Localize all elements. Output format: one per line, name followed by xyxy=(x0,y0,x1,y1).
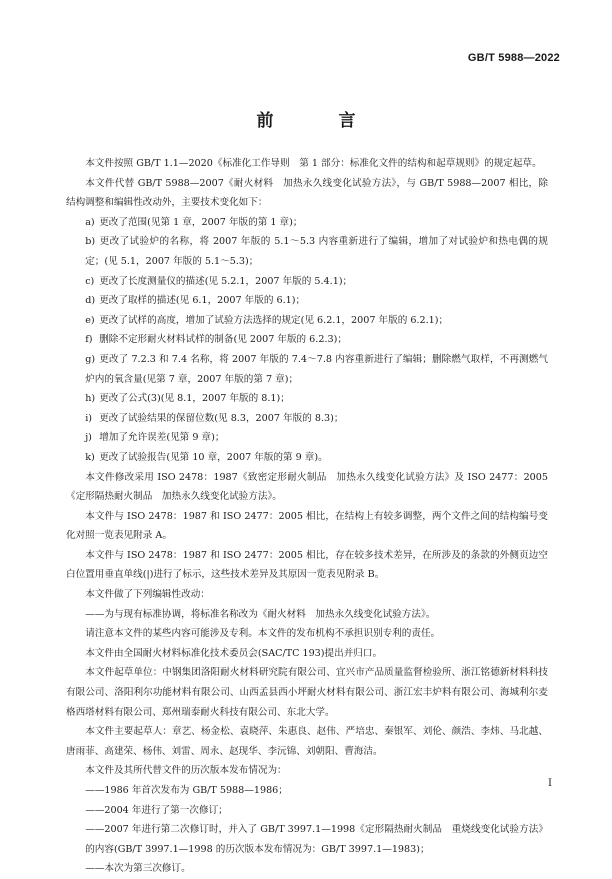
change-item xyxy=(66,350,548,389)
history-item: ——2004 年进行了第一次修订； xyxy=(85,804,228,816)
change-text: 删除不定形耐火材料试样的制备(见 2007 年版的 6.2.3)； xyxy=(99,334,347,346)
change-item xyxy=(66,448,548,468)
change-label: e) xyxy=(85,314,95,326)
change-text: 更改了范围(见第 1 章，2007 年版的第 1 章)； xyxy=(99,216,303,228)
change-label: i) xyxy=(85,412,92,424)
editorial-change: ——为与现有标准协调，将标准名称改为《耐火材料 加热永久线变化试验方法》。 xyxy=(85,608,436,620)
paragraph-drafting-rule: 本文件按照 GB/T 1.1—2020《标准化工作导则 第 1 部分：标准化文件的结构和起草规则》的规定起草。 xyxy=(85,158,542,169)
paragraph-drafting-units: 本文件起草单位：中钢集团洛阳耐火材料研究院有限公司、宜兴市产品质量监督检验所、浙江铭德新材料科技有限公司、洛阳利尔功能材料有限公司、山西孟县西小坪耐火材料有限公司、浙江宏丰炉料有限公司、海城利尔麦格西塔材料有限公司、郑州瑞泰耐火科技有限公司、东北大学。 xyxy=(66,667,548,718)
history-item: ——2007 年进行第二次修订时，并入了 GB/T 3997.1—1998《定形隔热耐火制品 重烧线变化试验方法》的内容(GB/T 3997.1—1998 的历次版本发布情况为：GB/T 3997.1—1983)； xyxy=(85,824,548,855)
page-title: 前 言 xyxy=(256,111,380,131)
paragraph-adoption: 本文件修改采用 ISO 2478：1987《致密定形耐火制品 加热永久线变化试验方法》及 ISO 2477：2005《定形隔热耐火制品 加热永久线变化试验方法》。 xyxy=(66,471,548,503)
change-text: 更改了试验报告(见第 10 章，2007 年版的第 9 章)。 xyxy=(99,451,328,463)
change-text: 更改了取样的描述(见 6.1，2007 年版的 6.1)； xyxy=(99,295,306,307)
change-label: f) xyxy=(85,334,93,346)
paragraph-history-intro: 本文件及其所代替文件的历次版本发布情况为： xyxy=(85,765,287,777)
paragraph-editorial-intro: 本文件做了下列编辑性改动： xyxy=(85,589,210,601)
change-item xyxy=(66,232,548,271)
history-item: ——1986 年首次发布为 GB/T 5988—1986； xyxy=(85,785,288,796)
change-text: 增加了允许误差(见第 9 章)； xyxy=(99,432,225,444)
change-item xyxy=(66,213,548,233)
change-label: b) xyxy=(85,236,96,248)
change-item xyxy=(66,330,548,350)
change-text: 更改了试样的高度，增加了试验方法选择的规定(见 6.2.1，2007 年版的 6.2.1)； xyxy=(99,314,449,326)
paragraph-patent-notice: 请注意本文件的某些内容可能涉及专利。本文件的发布机构不承担识别专利的责任。 xyxy=(85,628,441,640)
paragraph-replacement: 本文件代替 GB/T 5988—2007《耐火材料 加热永久线变化试验方法》，与 GB/T 5988—2007 相比，除结构调整和编辑性改动外，主要技术变化如下： xyxy=(66,177,548,209)
paragraph-proposer: 本文件由全国耐火材料标准化技术委员会(SAC/TC 193)提出并归口。 xyxy=(85,647,383,659)
changes-list xyxy=(66,213,548,468)
paragraph-structure-diff: 本文件与 ISO 2478：1987 和 ISO 2477：2005 相比，在结构上有较多调整，两个文件之间的结构编号变化对照一览表见附录 A。 xyxy=(66,510,548,542)
change-label: c) xyxy=(85,275,95,287)
change-item xyxy=(66,272,548,292)
change-item xyxy=(66,428,548,448)
paragraph-drafters: 本文件主要起草人：章艺、杨金松、袁晓萍、朱惠良、赵伟、严培忠、秦银军、刘伦、颜浩、李炜、马北越、唐雨菲、高建荣、杨伟、刘雷、周永、赵现华、李沅锦、刘朝阳、曹海洁。 xyxy=(66,726,548,757)
change-text: 更改了长度测量仪的描述(见 5.2.1，2007 年版的 5.4.1)； xyxy=(99,275,353,287)
history-item: ——本次为第三次修订。 xyxy=(85,863,191,875)
change-label: d) xyxy=(85,295,96,307)
change-label: a) xyxy=(85,216,95,228)
change-item xyxy=(66,409,548,429)
change-text: 更改了试验炉的名称，将 2007 年版的 5.1～5.3 内容重新进行了编辑，增加了对试验炉和热电偶的规定；(见 5.1，2007 年版的 5.1～5.3)； xyxy=(85,236,548,267)
page-number: I xyxy=(548,778,552,789)
change-label: k) xyxy=(85,451,95,463)
paragraph-technical-diff: 本文件与 ISO 2478：1987 和 ISO 2477：2005 相比，存在较多技术差异，在所涉及的条款的外侧页边空白位置用垂直单线(|)进行了标示，这些技术差异及其原因一览表见附录 B。 xyxy=(66,549,548,581)
change-label: g) xyxy=(85,353,96,365)
history-list xyxy=(66,781,548,879)
change-item xyxy=(66,311,548,331)
change-label: j) xyxy=(85,432,92,444)
document-body xyxy=(66,154,548,879)
change-text: 更改了 7.2.3 和 7.4 名称，将 2007 年版的 7.4～7.8 内容重新进行了编辑；删除燃气取样，不再测燃气炉内的氧含量(见第 7 章，2007 年版的第 7 章)； xyxy=(85,353,548,385)
change-label: h) xyxy=(85,393,96,405)
change-item xyxy=(66,291,548,311)
change-text: 更改了公式(3)(见 8.1，2007 年版的 8.1)； xyxy=(99,393,290,405)
change-text: 更改了试验结果的保留位数(见 8.3，2007 年版的 8.3)； xyxy=(99,412,344,424)
change-item xyxy=(66,389,548,409)
standard-code: GB/T 5988—2022 xyxy=(467,52,560,64)
